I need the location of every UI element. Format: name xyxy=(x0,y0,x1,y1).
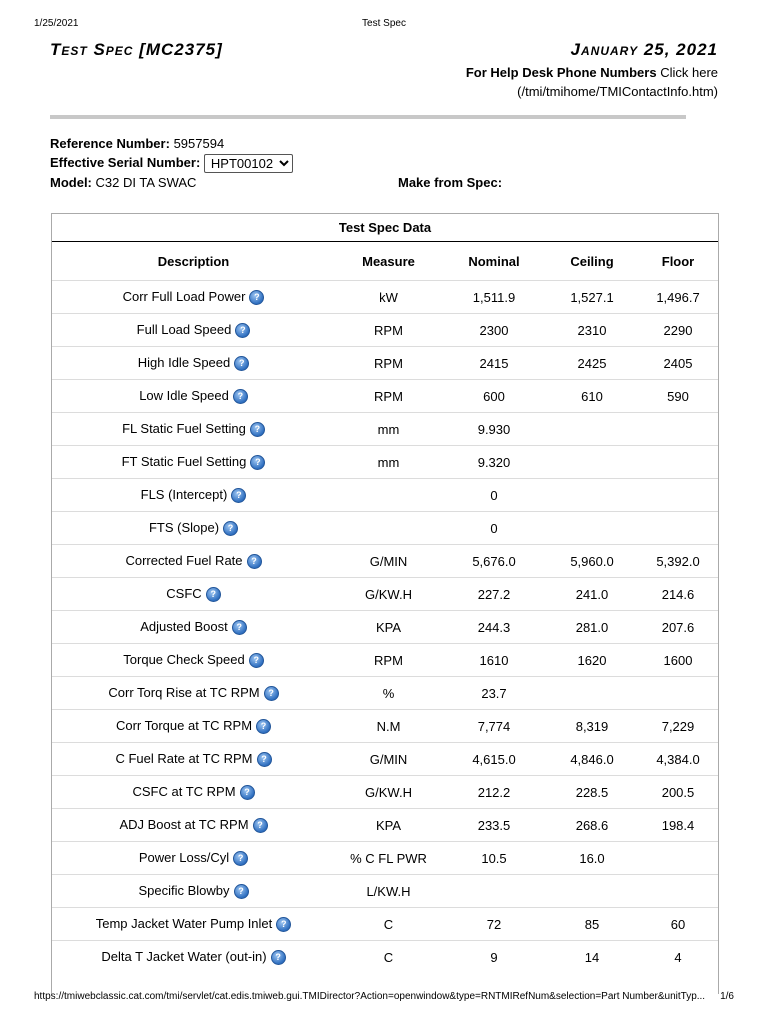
print-header xyxy=(34,18,734,32)
help-question-icon[interactable]: ? xyxy=(264,686,279,701)
table-row xyxy=(52,743,718,776)
description-text: FLS (Intercept) xyxy=(140,487,228,503)
table-cell xyxy=(442,347,546,380)
cell-value: 0 xyxy=(490,487,498,503)
table-cell xyxy=(52,578,335,611)
help-question-icon[interactable]: ? xyxy=(247,554,262,569)
description-text: High Idle Speed xyxy=(137,355,231,371)
cell-value: RPM xyxy=(374,388,403,404)
table-cell xyxy=(638,776,718,809)
column-header: Nominal xyxy=(468,253,520,269)
description-text: Low Idle Speed xyxy=(139,388,229,404)
cell-value: G/KW.H xyxy=(365,586,412,602)
column-header: Floor xyxy=(661,253,695,269)
cell-value: 244.3 xyxy=(477,619,511,635)
help-question-icon[interactable]: ? xyxy=(235,323,250,338)
cell-value: mm xyxy=(377,454,400,470)
table-cell xyxy=(335,644,442,677)
table-cell xyxy=(442,743,546,776)
table-cell xyxy=(638,578,718,611)
help-question-icon[interactable]: ? xyxy=(233,851,248,866)
model-value: C32 DI TA SWAC xyxy=(95,175,197,190)
table-row xyxy=(52,347,718,380)
table-cell xyxy=(442,809,546,842)
table-cell xyxy=(52,413,335,446)
table-cell xyxy=(52,347,335,380)
table-row xyxy=(52,545,718,578)
print-url: https://tmiwebclassic.cat.com/tmi/servlet/cat.edis.tmiweb.gui.TMIDirector?Action=openwindow&type=RNTMIRefNum&selection=Part Number&unitTyp... xyxy=(34,991,706,1002)
help-path: (/tmi/tmihome/TMIContactInfo.htm) xyxy=(517,84,718,99)
description-text: Corr Torque at TC RPM xyxy=(115,718,253,734)
cell-value: C xyxy=(383,916,394,932)
table-cell xyxy=(442,545,546,578)
table-cell xyxy=(442,446,546,479)
cell-value: 5,392.0 xyxy=(656,553,700,569)
cell-value: mm xyxy=(377,421,400,437)
table-cell xyxy=(335,677,442,710)
table-cell xyxy=(335,743,442,776)
description-text: Adjusted Boost xyxy=(140,619,228,635)
table-cell xyxy=(442,710,546,743)
reference-label: Reference Number: xyxy=(50,136,170,151)
table-cell xyxy=(335,314,442,347)
model xyxy=(50,175,196,190)
description-text: Corr Torq Rise at TC RPM xyxy=(108,685,260,701)
cell-value: RPM xyxy=(374,652,403,668)
table-cell xyxy=(546,446,638,479)
table-cell xyxy=(52,776,335,809)
cell-value: 4 xyxy=(674,949,682,965)
cell-value: 7,229 xyxy=(661,718,695,734)
table-cell xyxy=(546,413,638,446)
table-cell xyxy=(442,908,546,941)
description-text: Delta T Jacket Water (out-in) xyxy=(101,949,267,965)
table-row xyxy=(52,512,718,545)
table-cell xyxy=(546,314,638,347)
table-cell xyxy=(546,512,638,545)
table-cell xyxy=(52,545,335,578)
cell-value: 2300 xyxy=(479,322,509,338)
cell-value: 4,384.0 xyxy=(656,751,700,767)
table-cell xyxy=(546,380,638,413)
table-cell xyxy=(546,743,638,776)
cell-value: 590 xyxy=(667,388,689,404)
table-cell xyxy=(335,479,442,512)
help-question-icon[interactable]: ? xyxy=(271,950,286,965)
help-question-icon[interactable]: ? xyxy=(250,455,265,470)
cell-value: 268.6 xyxy=(575,817,609,833)
cell-value: 4,846.0 xyxy=(570,751,614,767)
cell-value: 7,774 xyxy=(477,718,511,734)
cell-value: 1,496.7 xyxy=(656,289,700,305)
cell-value: 600 xyxy=(483,388,505,404)
table-row xyxy=(52,809,718,842)
table-cell xyxy=(442,677,546,710)
cell-value: 212.2 xyxy=(477,784,511,800)
table-cell xyxy=(546,578,638,611)
table-row xyxy=(52,479,718,512)
print-title: Test Spec xyxy=(362,18,406,29)
table-cell xyxy=(335,281,442,314)
table-cell xyxy=(52,743,335,776)
cell-value: RPM xyxy=(374,355,403,371)
table-cell xyxy=(442,314,546,347)
table-cell xyxy=(52,710,335,743)
table-row xyxy=(52,281,718,314)
cell-value: 1600 xyxy=(663,652,693,668)
table-cell xyxy=(52,644,335,677)
description-text: FT Static Fuel Setting xyxy=(121,454,247,470)
table-cell xyxy=(442,875,546,908)
table-cell xyxy=(335,413,442,446)
table-row xyxy=(52,875,718,908)
table-cell xyxy=(638,677,718,710)
description-text: Temp Jacket Water Pump Inlet xyxy=(95,916,273,932)
help-question-icon[interactable]: ? xyxy=(249,290,264,305)
cell-value: 60 xyxy=(670,916,686,932)
table-cell xyxy=(335,545,442,578)
help-question-icon[interactable]: ? xyxy=(231,488,246,503)
table-cell xyxy=(335,875,442,908)
cell-value: 85 xyxy=(584,916,600,932)
table-cell xyxy=(52,875,335,908)
table-row xyxy=(52,644,718,677)
cell-value: 23.7 xyxy=(481,685,507,701)
table-cell xyxy=(546,809,638,842)
cell-value: N.M xyxy=(376,718,401,734)
description-text: CSFC at TC RPM xyxy=(132,784,236,800)
table-cell xyxy=(442,941,546,974)
table-cell xyxy=(546,776,638,809)
table-cell xyxy=(638,446,718,479)
table-cell xyxy=(638,875,718,908)
cell-value: KPA xyxy=(375,619,402,635)
table-cell xyxy=(442,479,546,512)
table-cell xyxy=(546,908,638,941)
table-row xyxy=(52,611,718,644)
cell-value: kW xyxy=(379,289,398,305)
table-cell xyxy=(638,380,718,413)
description-text: FTS (Slope) xyxy=(148,520,220,536)
cell-value: 241.0 xyxy=(575,586,609,602)
table-cell xyxy=(335,611,442,644)
cell-value: 227.2 xyxy=(477,586,511,602)
help-question-icon[interactable]: ? xyxy=(234,884,249,899)
table-cell xyxy=(638,842,718,875)
cell-value: G/MIN xyxy=(369,751,408,767)
table-cell xyxy=(442,578,546,611)
cell-value: 10.5 xyxy=(481,850,507,866)
help-question-icon[interactable]: ? xyxy=(206,587,221,602)
table-cell xyxy=(442,842,546,875)
cell-value: 2405 xyxy=(663,355,693,371)
table-cell xyxy=(335,512,442,545)
table-cell xyxy=(546,281,638,314)
help-question-icon[interactable]: ? xyxy=(276,917,291,932)
cell-value: 207.6 xyxy=(661,619,695,635)
table-cell xyxy=(638,644,718,677)
table-cell xyxy=(335,446,442,479)
help-question-icon[interactable]: ? xyxy=(249,653,264,668)
cell-value: 228.5 xyxy=(575,784,609,800)
table-cell xyxy=(442,413,546,446)
table-cell xyxy=(546,875,638,908)
cell-value: 610 xyxy=(581,388,603,404)
table-cell xyxy=(442,776,546,809)
table-cell xyxy=(546,545,638,578)
table-cell xyxy=(335,809,442,842)
reference-value: 5957594 xyxy=(173,136,225,151)
table-cell xyxy=(638,512,718,545)
table-cell xyxy=(638,314,718,347)
table-cell xyxy=(638,941,718,974)
column-header: Measure xyxy=(362,253,415,269)
help-link[interactable]: Click here xyxy=(660,65,718,80)
table-cell xyxy=(442,644,546,677)
description-text: Corrected Fuel Rate xyxy=(125,553,243,569)
table-row xyxy=(52,941,718,974)
cell-value: % xyxy=(382,685,395,701)
serial-select[interactable] xyxy=(204,154,293,173)
cell-value: 16.0 xyxy=(579,850,605,866)
help-question-icon[interactable]: ? xyxy=(223,521,238,536)
cell-value: 198.4 xyxy=(661,817,695,833)
help-question-icon[interactable]: ? xyxy=(250,422,265,437)
table-cell xyxy=(442,611,546,644)
table-cell xyxy=(546,710,638,743)
table-cell xyxy=(52,446,335,479)
column-header: Ceiling xyxy=(570,253,614,269)
help-label: For Help Desk Phone Numbers xyxy=(465,65,657,80)
help-question-icon[interactable]: ? xyxy=(240,785,255,800)
description-text: CSFC xyxy=(166,586,202,602)
make-from-spec-label: Make from Spec: xyxy=(398,175,503,190)
table-cell xyxy=(335,908,442,941)
help-question-icon[interactable]: ? xyxy=(253,818,268,833)
table-row xyxy=(52,710,718,743)
cell-value: G/KW.H xyxy=(365,784,412,800)
table-cell xyxy=(638,743,718,776)
table-row xyxy=(52,380,718,413)
cell-value: 4,615.0 xyxy=(472,751,516,767)
table-cell xyxy=(638,479,718,512)
description-text: Corr Full Load Power xyxy=(122,289,246,305)
table-row xyxy=(52,842,718,875)
header-divider xyxy=(50,115,686,119)
cell-value: 9.320 xyxy=(477,454,511,470)
description-text: C Fuel Rate at TC RPM xyxy=(115,751,253,767)
description-text: Full Load Speed xyxy=(136,322,232,338)
table-cell xyxy=(52,512,335,545)
help-question-icon[interactable]: ? xyxy=(257,752,272,767)
description-text: Power Loss/Cyl xyxy=(138,850,230,866)
table-row xyxy=(52,314,718,347)
cell-value: C xyxy=(383,949,394,965)
table-cell xyxy=(335,380,442,413)
table-cell xyxy=(638,710,718,743)
cell-value: 2415 xyxy=(479,355,509,371)
table-cell xyxy=(335,842,442,875)
cell-value: 14 xyxy=(584,949,600,965)
page-title: Test Spec [MC2375] xyxy=(50,40,223,59)
help-question-icon[interactable]: ? xyxy=(256,719,271,734)
table-caption: Test Spec Data xyxy=(52,214,718,242)
cell-value: G/MIN xyxy=(369,553,408,569)
cell-value: 281.0 xyxy=(575,619,609,635)
table-row xyxy=(52,776,718,809)
table-cell xyxy=(546,677,638,710)
cell-value: 5,676.0 xyxy=(472,553,516,569)
table-cell xyxy=(546,611,638,644)
table-cell xyxy=(335,941,442,974)
cell-value: 5,960.0 xyxy=(570,553,614,569)
table-cell xyxy=(638,545,718,578)
cell-value: 9 xyxy=(490,949,498,965)
cell-value: 2425 xyxy=(577,355,607,371)
table-cell xyxy=(442,281,546,314)
cell-value: KPA xyxy=(375,817,402,833)
cell-value: 214.6 xyxy=(661,586,695,602)
table-cell xyxy=(52,611,335,644)
cell-value: RPM xyxy=(374,322,403,338)
table-cell xyxy=(335,578,442,611)
print-date: 1/25/2021 xyxy=(34,18,79,29)
table-cell xyxy=(52,281,335,314)
cell-value: 1610 xyxy=(479,652,509,668)
table-cell xyxy=(52,479,335,512)
page-date: January 25, 2021 xyxy=(570,40,718,59)
table-cell xyxy=(52,941,335,974)
table-cell xyxy=(52,842,335,875)
table-cell xyxy=(638,281,718,314)
table-cell xyxy=(546,941,638,974)
table-row xyxy=(52,413,718,446)
test-spec-table xyxy=(51,213,719,994)
table-cell xyxy=(335,776,442,809)
table-cell xyxy=(638,347,718,380)
help-line xyxy=(466,65,718,80)
table-cell xyxy=(638,908,718,941)
table-cell xyxy=(638,809,718,842)
table-cell xyxy=(546,842,638,875)
table-cell xyxy=(546,644,638,677)
cell-value: 2290 xyxy=(663,322,693,338)
reference-number xyxy=(50,136,224,151)
table-row xyxy=(52,446,718,479)
cell-value: 72 xyxy=(486,916,502,932)
table-header-row xyxy=(52,242,718,281)
table-cell xyxy=(52,380,335,413)
cell-value: 8,319 xyxy=(575,718,609,734)
table-cell xyxy=(638,611,718,644)
table-cell xyxy=(335,710,442,743)
help-question-icon[interactable]: ? xyxy=(232,620,247,635)
table-cell xyxy=(52,908,335,941)
table-cell xyxy=(546,479,638,512)
table-cell xyxy=(442,512,546,545)
table-cell xyxy=(335,347,442,380)
serial-label: Effective Serial Number: xyxy=(50,154,201,170)
cell-value: L/KW.H xyxy=(366,883,411,899)
table-cell xyxy=(52,677,335,710)
table-row xyxy=(52,578,718,611)
description-text: Torque Check Speed xyxy=(123,652,245,668)
help-question-icon[interactable]: ? xyxy=(233,389,248,404)
table-cell xyxy=(52,314,335,347)
cell-value: 1,511.9 xyxy=(472,289,516,305)
print-footer xyxy=(34,991,734,1005)
description-text: FL Static Fuel Setting xyxy=(122,421,246,437)
cell-value: 1620 xyxy=(577,652,607,668)
table-cell xyxy=(52,809,335,842)
cell-value: 0 xyxy=(490,520,498,536)
page-number: 1/6 xyxy=(720,991,734,1002)
cell-value: % C FL PWR xyxy=(350,850,427,866)
help-question-icon[interactable]: ? xyxy=(234,356,249,371)
table-row xyxy=(52,677,718,710)
serial-number xyxy=(50,154,293,173)
table-cell xyxy=(638,413,718,446)
description-text: ADJ Boost at TC RPM xyxy=(119,817,249,833)
description-text: Specific Blowby xyxy=(138,883,230,899)
column-header: Description xyxy=(157,253,230,269)
cell-value: 2310 xyxy=(577,322,607,338)
cell-value: 9.930 xyxy=(477,421,511,437)
table-row xyxy=(52,908,718,941)
table-cell xyxy=(442,380,546,413)
table-cell xyxy=(546,347,638,380)
model-label: Model: xyxy=(50,175,92,190)
cell-value: 200.5 xyxy=(661,784,695,800)
cell-value: 1,527.1 xyxy=(570,289,614,305)
cell-value: 233.5 xyxy=(477,817,511,833)
